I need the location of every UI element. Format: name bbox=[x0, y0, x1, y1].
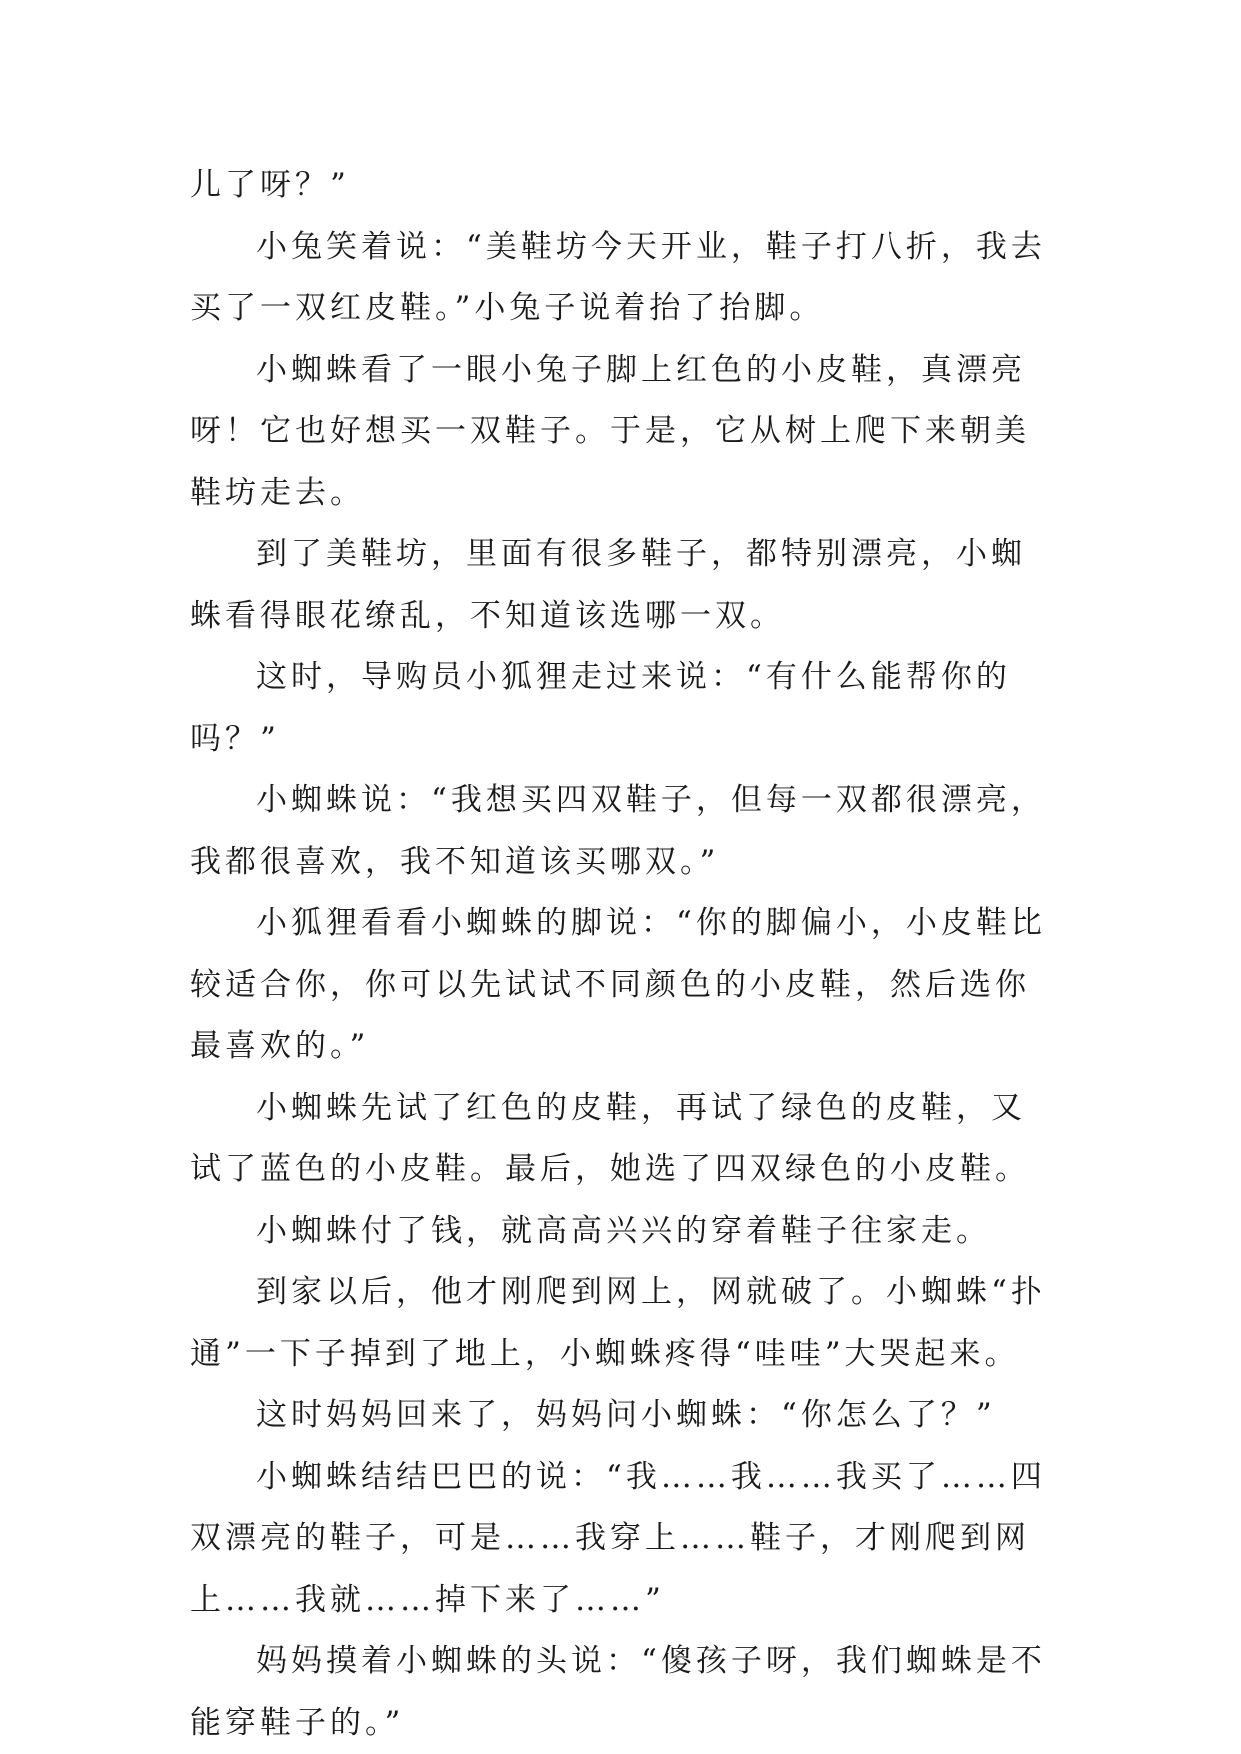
paragraph: 小蜘蛛看了一眼小兔子脚上红色的小皮鞋，真漂亮呀！它也好想买一双鞋子。于是，它从树上爬下来朝美鞋坊走去。 bbox=[190, 351, 1030, 511]
paragraph: 小狐狸看看小蜘蛛的脚说：“你的脚偏小，小皮鞋比较适合你，你可以先试试不同颜色的小皮鞋，然后选你最喜欢的。” bbox=[190, 905, 1046, 1064]
paragraph: 小蜘蛛结结巴巴的说：“我……我……我买了……四双漂亮的鞋子，可是……我穿上……鞋子，才刚爬到网上……我就……掉下来了……” bbox=[190, 1458, 1046, 1618]
paragraph: 到了美鞋坊，里面有很多鞋子，都特别漂亮，小蜘蛛看得眼花缭乱，不知道该选哪一双。 bbox=[190, 536, 1026, 634]
paragraph: 这时，导购员小狐狸走过来说：“有什么能帮你的吗？” bbox=[190, 659, 1011, 757]
story-body bbox=[190, 155, 1060, 1754]
paragraph-continuation: 儿了呀？” bbox=[190, 167, 350, 203]
paragraph: 小兔笑着说：“美鞋坊今天开业，鞋子打八折，我去买了一双红皮鞋。”小兔子说着抬了抬脚。 bbox=[190, 228, 1046, 326]
paragraph: 小蜘蛛先试了红色的皮鞋，再试了绿色的皮鞋，又试了蓝色的小皮鞋。最后，她选了四双绿色的小皮鞋。 bbox=[190, 1089, 1030, 1187]
paragraph: 小蜘蛛付了钱，就高高兴兴的穿着鞋子往家走。 bbox=[256, 1212, 991, 1249]
paragraph: 这时妈妈回来了，妈妈问小蜘蛛：“你怎么了？” bbox=[256, 1397, 996, 1433]
paragraph: 到家以后，他才刚爬到网上，网就破了。小蜘蛛“扑通”一下子掉到了地上，小蜘蛛疼得“哇哇”大哭起来。 bbox=[190, 1274, 1046, 1372]
paragraph: 小蜘蛛说：“我想买四双鞋子，但每一双都很漂亮，我都很喜欢，我不知道该买哪双。” bbox=[190, 782, 1046, 880]
paragraph: 妈妈摸着小蜘蛛的头说：“傻孩子呀，我们蜘蛛是不能穿鞋子的。” bbox=[190, 1643, 1046, 1741]
